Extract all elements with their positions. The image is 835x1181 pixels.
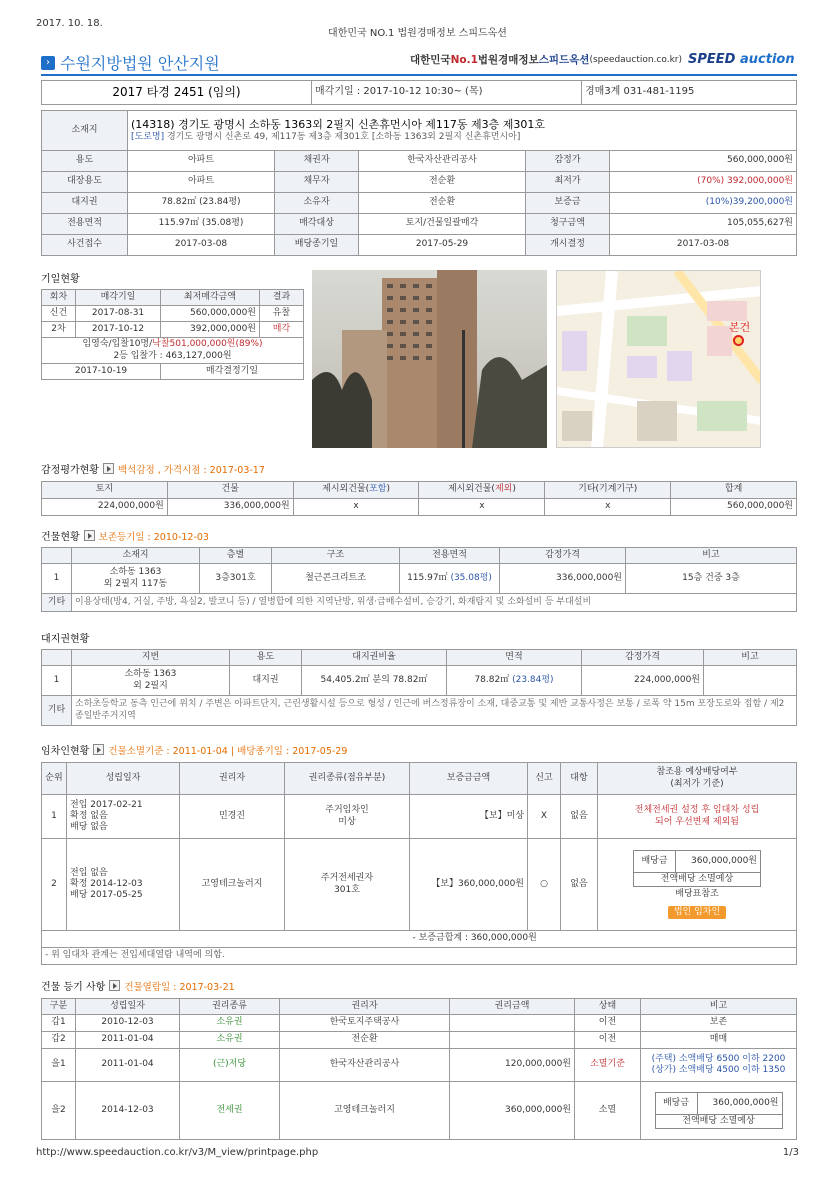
registry-4-dividend-cell [641,1082,797,1140]
building-header-1: 소재지 [72,548,200,564]
registry-3-note-cell [641,1049,797,1082]
schedule-0-0: 신건 [42,306,76,322]
registry-1-amt [450,1015,575,1032]
building-loc: 소하동 1363 외 2필지 117동 [72,564,200,594]
info-label-4-4: 개시결정 [526,235,610,256]
registry-header-0: 구분 [42,999,76,1015]
appraisal-value-2: x [293,499,419,516]
registry-3-gb: 을1 [42,1049,76,1082]
land-area-cell [447,666,582,696]
appraisal-header-3: 제시외건물(제외) [419,482,545,499]
registry-header-2: 권리종류 [180,999,280,1015]
registry-1-status: 이전 [575,1015,641,1032]
registry-4-holder: 고영테크놀러지 [280,1082,450,1140]
registry-header-1: 성립일자 [76,999,180,1015]
registry-1-kind: 소유권 [180,1015,280,1032]
registry-header-6: 비고 [641,999,797,1015]
schedule-header-0: 회차 [42,290,76,306]
tenant-header-5: 신고 [528,763,561,795]
registry-4-kind: 전세권 [180,1082,280,1140]
case-dept: 경매3계 031-481-1195 [582,81,797,105]
court-header [41,51,220,74]
tenant-2-kind: 주거전세권자 301호 [285,839,410,931]
registry-table [41,998,797,1140]
info-label-2-4: 보증금 [526,193,610,214]
building-note: 15층 건중 3층 [626,564,797,594]
schedule-header-3: 결과 [260,290,304,306]
building-etc: 이용상태(방4, 거실, 주방, 욕실2, 발코니 등) / 열병합에 의한 지역난방, 위생·급배수설비, 승강기, 화재탐지 및 소화설비 등 부대설비 [72,594,797,612]
brand-no1: No.1 [450,53,478,66]
land-header-3: 대지권비율 [302,650,447,666]
land-area: 78.82㎡ [474,674,510,685]
schedule-1-1: 2017-10-12 [76,322,161,338]
registry-sub: 건물열람일 : 2017-03-21 [124,981,235,993]
info-value-3-5: 105,055,627원 [610,214,797,235]
registry-title: 건물 등기 사항 [41,982,106,993]
registry-4-status: 소멸 [575,1082,641,1140]
building-etc-label: 기타 [42,594,72,612]
info-label-4-0: 사건접수 [42,235,128,256]
registry-3-date: 2011-01-04 [76,1049,180,1082]
map-illustration [557,271,761,448]
land-header-4: 면적 [447,650,582,666]
second-bid: 2등 입찰가 : 463,127,000원 [113,350,232,361]
info-label-4-2: 배당종기일 [275,235,359,256]
winner-pre: 임영숙/입찰10명/ [82,339,153,350]
appraisal-header-0: 토지 [42,482,168,499]
land-etc: 소하초등학교 동측 인근에 위치 / 주변은 아파트단지, 근린생활시설 등으로 형성 / 인근에 버스정류장이 소재, 대중교통 및 제반 교통사정은 보통 / 로폭 약 15m 포장도로와 접함 / 제2종일반주거지역 [72,696,797,726]
tenant-header-0: 순위 [42,763,67,795]
registry-4-amt: 360,000,000원 [450,1082,575,1140]
location-map[interactable] [556,270,761,448]
appraisal-header-2: 제시외건물(포함) [293,482,419,499]
schedule-1-0: 2차 [42,322,76,338]
land-ratio: 54,405.2㎡ 분의 78.82㎡ [302,666,447,696]
schedule-table [41,289,304,380]
map-marker-label: 본건 [729,321,751,334]
tenant-2-div-label: 배당금 [634,850,676,872]
appraisal-value-0: 224,000,000원 [42,499,168,516]
expand-arrow-icon[interactable] [109,980,120,991]
registry-header-4: 권리금액 [450,999,575,1015]
appraisal-value-5: 560,000,000원 [671,499,797,516]
appraisal-sub: 백석감정 , 가격시점 : 2017-03-17 [117,464,265,476]
registry-2-status: 이전 [575,1032,641,1049]
winner-bid: 낙찰501,000,000원(89%) [152,339,263,350]
print-title: 대한민국 NO.1 법원경매정보 스피드옥션 [328,28,507,39]
expand-arrow-icon[interactable] [84,530,95,541]
building-header-3: 구조 [272,548,400,564]
info-value-1-1: 아파트 [128,172,275,193]
header-divider [41,74,797,76]
info-label-1-4: 최저가 [526,172,610,193]
tenant-footnote: - 위 임대차 관계는 전입세대열람 내역에 의함. [42,948,797,965]
map-pin-icon[interactable] [733,335,744,346]
schedule-0-2: 560,000,000원 [161,306,260,322]
info-value-0-3: 한국자산관리공사 [359,151,526,172]
info-value-3-1: 115.97㎡ (35.08평) [128,214,275,235]
appraisal-header-1: 건물 [167,482,293,499]
registry-2-date: 2011-01-04 [76,1032,180,1049]
info-label-1-2: 채무자 [275,172,359,193]
info-table [41,110,797,256]
footer-url[interactable]: http://www.speedauction.co.kr/v3/M_view/printpage.php [36,1147,319,1158]
schedule-1-3: 매각 [260,322,304,338]
brand-site: (speedauction.co.kr) [589,54,683,65]
address-cell [128,111,797,151]
print-date: 2017. 10. 18. [36,18,103,29]
land-header-0 [42,650,72,666]
land-header-5: 감정가격 [582,650,704,666]
building-header [41,528,209,543]
schedule-0-3: 유찰 [260,306,304,322]
tenant-header-7: 참조용 예상배당여부 (최저가 기준) [598,763,797,795]
schedule-0-1: 2017-08-31 [76,306,161,322]
case-sale-date: 매각기일 : 2017-10-12 10:30~ (목) [312,81,582,105]
info-value-1-3: 전순환 [359,172,526,193]
registry-4-date: 2014-12-03 [76,1082,180,1140]
schedule-header-1: 매각기일 [76,290,161,306]
tenant-title: 임차인현황 [41,746,90,757]
brand-tagline-mid: 법원경매정보 [477,54,539,66]
info-label-3-0: 전용면적 [42,214,128,235]
info-value-3-3: 토지/건물일괄매각 [359,214,526,235]
building-header-5: 감정가격 [500,548,626,564]
info-label-0-0: 용도 [42,151,128,172]
registry-3-status: 소멸기준 [575,1049,641,1082]
info-value-4-3: 2017-05-29 [359,235,526,256]
info-value-2-3: 전순환 [359,193,526,214]
appraisal-header [41,461,265,476]
tenant-header-4: 보증금금액 [410,763,528,795]
appraisal-title: 감정평가현황 [41,465,99,476]
logo-auction: auction [740,52,795,67]
tenant-header-6: 대항 [561,763,598,795]
land-title: 대지권현황 [41,634,90,645]
appraisal-header-5: 합계 [671,482,797,499]
final-date: 2017-10-19 [42,364,161,380]
schedule-1-2: 392,000,000원 [161,322,260,338]
building-floor: 3층301호 [200,564,272,594]
appraisal-header-4: 기타(기계기구) [545,482,671,499]
info-label-1-0: 대장용도 [42,172,128,193]
tenant-1-kind: 주거임차인 미상 [285,795,410,839]
tenant-2-date: 전입 없음 확정 2014-12-03 배당 2017-05-25 [67,839,180,931]
land-etc-label: 기타 [42,696,72,726]
registry-1-date: 2010-12-03 [76,1015,180,1032]
registry-2-kind: 소유권 [180,1032,280,1049]
registry-3-kind: (근)저당 [180,1049,280,1082]
info-label-3-2: 매각대상 [275,214,359,235]
tenant-2-report: ○ [528,839,561,931]
case-number: 2017 타경 2451 (임의) [42,81,312,105]
land-no: 1 [42,666,72,696]
building-header-0 [42,548,72,564]
registry-4-div-note: 전액배당 소멸예상 [655,1114,782,1128]
building-title: 건물현황 [41,532,80,543]
registry-2-gb: 갑2 [42,1032,76,1049]
road-address: 경기도 광명시 신촌로 49, 제117동 제3층 제301호 [소하동 1363외 2필지 신촌휴먼시아] [166,131,521,142]
info-value-1-5: (70%) 392,000,000원 [610,172,797,193]
registry-3-note1: (주택) 소액배당 6500 이하 2200 [651,1053,786,1064]
building-header-4: 전용면적 [400,548,500,564]
tenant-1-note: 전체전세권 설정 후 임대차 성립 되어 우선변제 제외됨 [598,795,797,839]
building-header-2: 층별 [200,548,272,564]
tenant-1-no: 1 [42,795,67,839]
brand [410,52,795,67]
land-header-1: 지번 [72,650,230,666]
brand-tagline-pre: 대한민국 [410,54,451,66]
building-price: 336,000,000원 [500,564,626,594]
expand-arrow-icon[interactable] [93,744,104,755]
tenant-1-oppose: 없음 [561,795,598,839]
registry-4-gb: 을2 [42,1082,76,1140]
building-header-6: 비고 [626,548,797,564]
tenant-2-no: 2 [42,839,67,931]
info-value-4-5: 2017-03-08 [610,235,797,256]
info-label-2-2: 소유자 [275,193,359,214]
info-value-0-5: 560,000,000원 [610,151,797,172]
brand-logo[interactable] [688,52,795,67]
address: (14318) 경기도 광명시 소하동 1363외 2필지 신촌휴먼시아 제117동 제3층 제301호 [131,118,546,131]
appraisal-value-1: 336,000,000원 [167,499,293,516]
tenant-2-amt: 【보】360,000,000원 [410,839,528,931]
info-label-0-4: 감정가 [526,151,610,172]
building-area-py: (35.08평) [450,572,492,583]
land-table [41,649,797,726]
registry-1-note: 보존 [641,1015,797,1032]
building-no: 1 [42,564,72,594]
registry-2-holder: 전순환 [280,1032,450,1049]
land-use: 대지권 [230,666,302,696]
appraisal-header-3-tag: 제외 [494,484,513,495]
tenant-2-div-amt: 360,000,000원 [676,850,761,872]
land-lot: 소하동 1363 외 2필지 [72,666,230,696]
appraisal-table [41,481,797,516]
tenant-2-dividend-cell [598,839,797,931]
building-photo-illustration [312,270,547,448]
tenant-2-holder: 고영테크놀러지 [180,839,285,931]
building-area-cell [400,564,500,594]
winner-cell [42,338,304,364]
registry-3-amt: 120,000,000원 [450,1049,575,1082]
tenant-sub: 건물소멸기준 : 2011-01-04 | 배당종기일 : 2017-05-29 [108,745,348,757]
land-header-2: 용도 [230,650,302,666]
land-header-6: 비고 [704,650,797,666]
info-value-0-1: 아파트 [128,151,275,172]
logo-speed: SPEED [688,52,736,67]
registry-header-3: 권리자 [280,999,450,1015]
tenant-2-ref: 배당표참조 [675,888,719,899]
tenant-header-1: 성립일자 [67,763,180,795]
tenant-sum: - 보증금합계 : 360,000,000원 [410,931,797,948]
case-header [41,80,797,105]
info-label-3-4: 청구금액 [526,214,610,235]
building-area: 115.97㎡ [407,572,448,583]
info-value-2-5: (10%)39,200,000원 [610,193,797,214]
address-label: 소재지 [42,111,128,151]
registry-1-gb: 갑1 [42,1015,76,1032]
tenant-header [41,742,347,757]
registry-header-5: 상태 [575,999,641,1015]
registry-3-holder: 한국자산관리공사 [280,1049,450,1082]
registry-1-holder: 한국토지주택공사 [280,1015,450,1032]
info-value-4-1: 2017-03-08 [128,235,275,256]
road-tag: [도로명] [131,131,165,142]
tenant-header-2: 권리자 [180,763,285,795]
court-name: 수원지방법원 안산지원 [60,54,220,73]
info-label-2-0: 대지권 [42,193,128,214]
tenant-1-report: X [528,795,561,839]
land-note [704,666,797,696]
tenant-1-holder: 민경진 [180,795,285,839]
schedule-title: 기일현황 [41,274,80,285]
registry-2-amt [450,1032,575,1049]
appraisal-header-2-tag: 포함 [369,484,387,495]
land-area-py: (23.84평) [512,674,554,685]
schedule-header-2: 최저매각금액 [161,290,260,306]
info-value-2-1: 78.82㎡ (23.84평) [128,193,275,214]
arrow-icon: › [41,56,55,70]
corporate-tenant-badge[interactable]: 법인 임차인 [668,906,726,919]
brand-name: 스피드옥션 [538,54,590,66]
registry-header [41,978,235,993]
tenant-table [41,762,797,965]
appraisal-value-3: x [419,499,545,516]
building-photo[interactable] [312,270,547,448]
final-label: 매각결정기일 [161,364,304,380]
appraisal-value-4: x [545,499,671,516]
registry-2-note: 매매 [641,1032,797,1049]
info-label-0-2: 채권자 [275,151,359,172]
tenant-2-oppose: 없음 [561,839,598,931]
footer-page: 1/3 [782,1147,799,1158]
land-price: 224,000,000원 [582,666,704,696]
tenant-header-3: 권리종류(점유부분) [285,763,410,795]
building-sub: 보존등기일 : 2010-12-03 [98,531,209,543]
tenant-2-div-note: 전액배당 소멸예상 [634,872,761,886]
registry-4-div-amt: 360,000,000원 [697,1092,782,1114]
tenant-1-amt: 【보】미상 [410,795,528,839]
building-table [41,547,797,612]
tenant-1-date: 전입 2017-02-21 확정 없음 배당 없음 [67,795,180,839]
registry-4-div-label: 배당금 [655,1092,697,1114]
registry-3-note2: (상가) 소액배당 4500 이하 1350 [651,1065,786,1075]
building-struct: 철근콘크리트조 [272,564,400,594]
expand-arrow-icon[interactable] [103,463,114,474]
